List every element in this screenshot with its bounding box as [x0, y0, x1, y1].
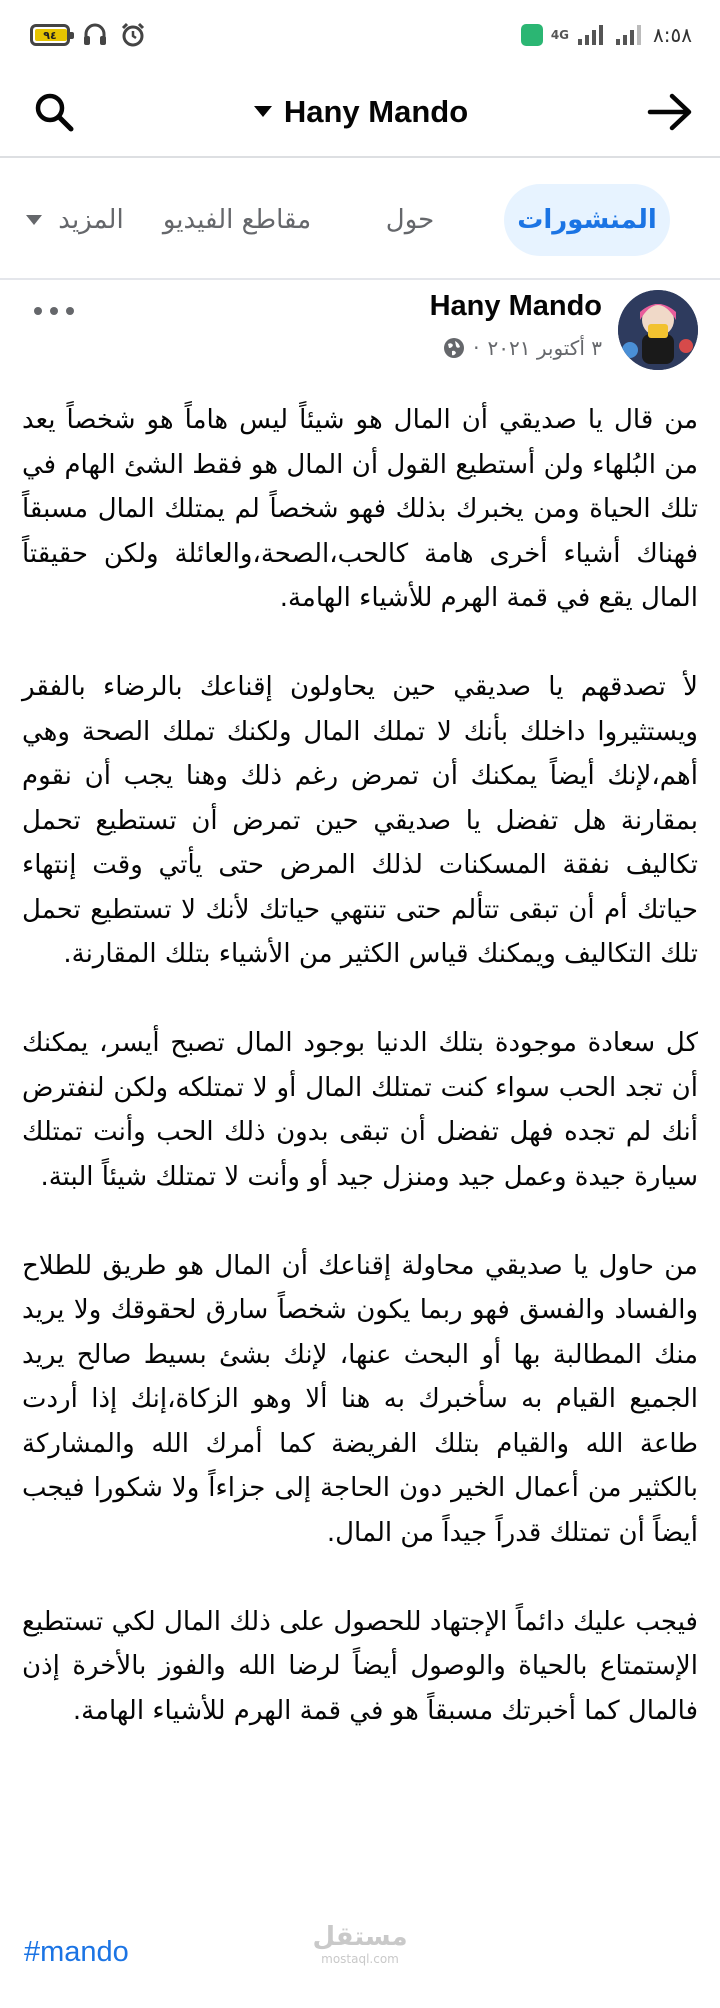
- caret-down-icon: [252, 101, 274, 123]
- top-app-bar: [0, 68, 720, 158]
- app-notification-icon: [521, 24, 543, 46]
- post-paragraph: من حاول يا صديقي محاولة إقناعك أن المال هو طريق للطلاح والفساد والفسق فهو ربما يكون شخصاً سارق لحقوقك ولا يريد منك المطالبة بها أو البحث عنها، لإنك بشئ بسيط صالح يريد الجميع القيام به سأخبرك به هنا ألا وهو الزكاة،إنك إذا أردت طاعة الله والقيام بتلك الفريضة كما أمرك الله والمشاركة بالكثير من أعمال الخير دون الحاجة إلى جزاءاً ولا شكورا فيجب أيضاً أن تمتلك قدراً جيداً من المال.: [22, 1250, 698, 1548]
- tab-videos-label: مقاطع الفيديو: [162, 205, 312, 235]
- caret-down-icon: [26, 215, 42, 226]
- globe-icon: [443, 337, 465, 359]
- watermark-url: mostaql.com: [321, 1952, 399, 1966]
- tab-about[interactable]: [360, 184, 460, 256]
- alarm-icon: [120, 22, 146, 48]
- post-body: [22, 398, 698, 1733]
- dot-icon: [50, 307, 58, 315]
- dot-icon: [34, 307, 42, 315]
- post-author[interactable]: Hany Mando: [429, 290, 602, 322]
- hashtag-link[interactable]: #mando: [24, 1936, 129, 1968]
- signal-icon: [577, 24, 607, 46]
- tab-more[interactable]: [10, 184, 140, 256]
- post-options-button[interactable]: [34, 296, 74, 326]
- post-date[interactable]: ٣ أكتوبر ٢٠٢١: [487, 336, 602, 360]
- battery-level: ٩٤: [43, 28, 57, 42]
- battery-icon: [30, 24, 70, 46]
- page-title: Hany Mando: [283, 94, 469, 129]
- clock: ٨:٥٨: [653, 23, 692, 47]
- post-header: [0, 284, 720, 394]
- watermark-logo: مستقل: [312, 1922, 408, 1952]
- post-paragraph: كل سعادة موجودة بتلك الدنيا بوجود المال تصبح أيسر، يمكنك أن تجد الحب سواء كنت تمتلك المال أو لا تمتلكه ولكن لنفترض أنك لم تجده فهل تفضل أن تبقى بدون ذلك الحب وأنت تمتلك سيارة جيدة وعمل جيد ومنزل جيد أو وأنت لا تمتلك شيئاً البتة.: [22, 1028, 698, 1192]
- profile-tabs: [0, 160, 720, 280]
- meta-separator: ·: [473, 336, 480, 360]
- headphones-icon: [82, 22, 108, 48]
- arrow-right-icon: [647, 92, 693, 132]
- status-icons-left: [30, 20, 146, 50]
- tab-videos[interactable]: [154, 184, 320, 256]
- status-bar: [0, 0, 720, 68]
- network-type: 4G: [550, 28, 570, 42]
- post-paragraph: من قال يا صديقي أن المال هو شيئاً ليس هاماً هو شخصاً يعد من البُلهاء ولن أستطيع القول أن المال هو فقط الشئ الهام في تلك الحياة ومن يخبرك بذلك فهو شخصاً لم يمتلك المال مسبقاً فهناك أشياء أخرى هامة كالحب،الصحة،والعائلة ولكن حقيقتاً المال يقع في قمة الهرم للأشياء الهامة.: [22, 405, 698, 613]
- post-meta: [443, 336, 602, 360]
- post-paragraph: فيجب عليك دائماً الإجتهاد للحصول على ذلك المال لكي تستطيع الإستمتاع بالحياة والوصول أيضاً لرضا الله والفوز بالأخرة إذن فالمال كما أخبرتك مسبقاً هو في قمة الهرم للأشياء الهامة.: [22, 1606, 698, 1726]
- watermark: [310, 1922, 410, 1966]
- post-paragraph: لأ تصدقهم يا صديقي حين يحاولون إقناعك بالرضاء بالفقر ويستثيروا داخلك بأنك لا تملك المال ولكنك تملك الصحة وهي أهم،لإنك أيضاً يمكنك أن تمرض رغم ذلك وهنا يجب أن نقوم بمقارنة هل تفضل يا صديقي حين تمرض أن تستطيع تحمل تكاليف نفقة المسكنات لذلك المرض حتى يأتي وقت إنتهاء حياتك أم أن تبقى تتألم حتى تنتهي حياتك لأنك لا تستطيع تحمل تلك التكاليف ويمكنك قياس الكثير من الأشياء بتلك المقارنة.: [22, 672, 698, 969]
- tab-about-label: حول: [385, 205, 435, 235]
- tab-posts[interactable]: [504, 184, 670, 256]
- avatar-image: [618, 290, 698, 370]
- profile-title[interactable]: [0, 88, 720, 136]
- forward-button[interactable]: [642, 88, 698, 136]
- signal-2-icon: [615, 24, 645, 46]
- dot-icon: [66, 307, 74, 315]
- avatar[interactable]: [618, 290, 698, 370]
- tab-more-label: المزيد: [58, 205, 124, 235]
- tab-posts-label: المنشورات: [517, 205, 657, 235]
- status-icons-right: [521, 18, 692, 52]
